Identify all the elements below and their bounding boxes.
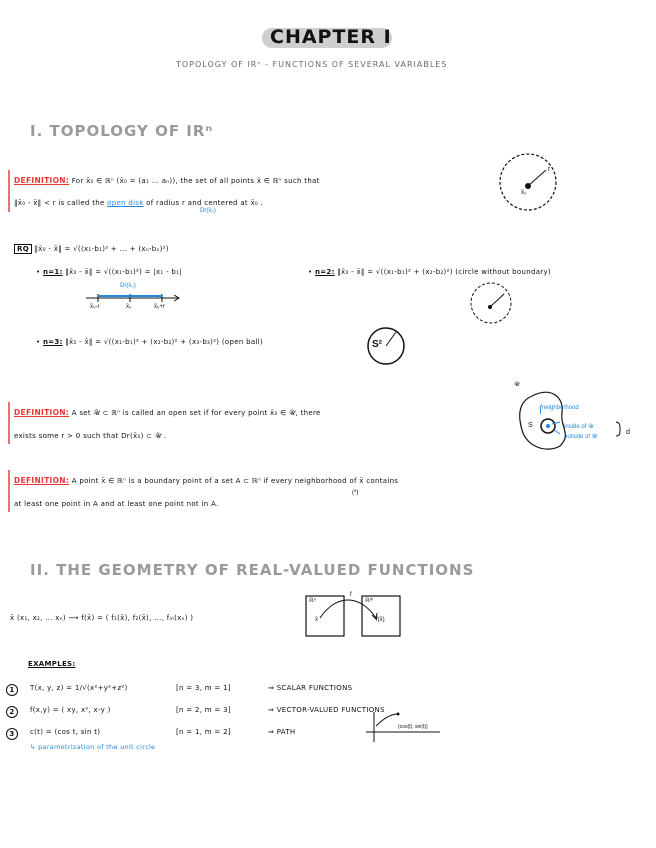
- domain-point: x̄: [315, 617, 318, 623]
- example-result: ⇒ PATH: [268, 728, 296, 736]
- center-label: x̄₀: [521, 190, 527, 196]
- ball-figure: [364, 324, 408, 368]
- definition-open-set-line2: exists some r > 0 such that Dr(x̄₀) ⊂ 𝒰 .: [14, 432, 167, 440]
- tick-label-left: x̄₀-r: [90, 304, 100, 310]
- circle-figure: [468, 280, 514, 326]
- n3-note: (open ball): [221, 338, 263, 346]
- example-number: 3: [6, 728, 18, 740]
- definition-open-disk: [14, 176, 454, 185]
- definition-open-disk-line2: [14, 199, 454, 207]
- definition-label: DEFINITION:: [14, 408, 70, 417]
- definition-label: DEFINITION:: [14, 476, 70, 485]
- n3-label: n=3:: [42, 338, 63, 346]
- n2-label: n=2:: [314, 268, 335, 276]
- open-set-figure: [512, 384, 622, 454]
- definition-open-set: [14, 408, 494, 418]
- codomain-label: ℝᵐ: [365, 598, 374, 604]
- mapping-formula: x̄ (x₁, x₂, ... xₙ) ⟶ f(x̄) = ( f₁(x̄), f₂(x̄), ..., fₘ(xₙ) ): [10, 614, 194, 622]
- tick-label-center: x̄₀: [126, 304, 132, 310]
- n2-formula: ‖x̄₀ - x̄‖ = √((x₁-b₁)² + (x₂-b₂)²): [337, 268, 453, 276]
- definition-boundary-point: [14, 476, 644, 485]
- n1-label: n=1:: [42, 268, 63, 276]
- path-point-label: (cos(t), sin(t)): [398, 724, 428, 730]
- example-formula: T(x, y, z) = 1/√(x²+y²+z²): [30, 684, 128, 692]
- parametrization-note: ↳ parametrization of the unit circle: [30, 743, 156, 751]
- radius-label: r: [548, 166, 551, 173]
- n3-formula: ‖x̄₀ - x̄‖ = √((x₁-b₁)² + (x₂-b₂)² + (x₃-b₃)²): [65, 338, 220, 346]
- codomain-point: f(x̄): [376, 617, 385, 623]
- section-heading-geometry: II. THE GEOMETRY OF REAL-VALUED FUNCTIONS: [30, 561, 475, 579]
- interval-label: Dr(x̄₀): [120, 283, 136, 289]
- function-arrow-label: f: [350, 592, 352, 598]
- definition-bar: [8, 170, 10, 212]
- s-label: S: [528, 422, 533, 429]
- example-number: 2: [6, 706, 18, 718]
- definition-bar: [8, 402, 10, 444]
- inside-label: inside of 𝒰: [564, 424, 594, 430]
- neighborhood-label: neighborhood: [542, 405, 579, 411]
- definition-text-line1: A point x̄ ∈ ℝⁿ is a boundary point of a set A ⊂ ℝⁿ if every neighborhood of x̄ contains: [71, 477, 399, 485]
- definition-bar: [8, 470, 10, 512]
- example-row: [6, 706, 646, 718]
- dr-label: Dr(x̄₀): [200, 208, 216, 214]
- definition-text-line2-pre: ‖x̄₀ - x̄‖ < r is called the: [14, 199, 105, 207]
- example-dims: [n = 2, m = 3]: [176, 706, 231, 714]
- section-heading-topology: I. TOPOLOGY OF IRⁿ: [30, 122, 214, 140]
- domain-label: ℝⁿ: [309, 598, 316, 604]
- examples-label: EXAMPLES:: [28, 660, 76, 668]
- tick-label-right: x̄₀+r: [154, 304, 165, 310]
- open-disk-term: open disk: [107, 199, 144, 207]
- rq-tag: RQ: [14, 244, 32, 254]
- definition-label: DEFINITION:: [14, 176, 70, 185]
- example-formula: c(t) = (cos t, sin t): [30, 728, 101, 736]
- example-result: ⇒ VECTOR-VALUED FUNCTIONS: [268, 706, 385, 714]
- example-dims: [n = 1, m = 2]: [176, 728, 231, 736]
- open-disk-figure: [492, 152, 562, 212]
- example-number: 1: [6, 684, 18, 696]
- ball-label: S²: [372, 339, 382, 350]
- remark-row: [14, 245, 169, 253]
- case-n3: • n=3: ‖x̄₀ - x̄‖ = √((x₁-b₁)² + (x₂-b₂)² + (x₃-b₃)²) (open ball): [36, 338, 263, 346]
- rq-formula: ‖x̄₀ - x̄‖ = √((x₁-b₁)² + ... + (xₙ-bₙ)²): [34, 245, 169, 253]
- outside-label: outside of 𝒰: [564, 434, 598, 440]
- definition-text-line1: A set 𝒰 ⊂ ℝⁿ is called an open set if for every point x̄₀ ∈ 𝒰, there: [71, 409, 321, 417]
- case-n1: • n=1: ‖x̄₀ - x̄‖ = √((x₁-b₁)²) = |x₁ - b₁|: [36, 268, 182, 276]
- example-dims: [n = 3, m = 1]: [176, 684, 231, 692]
- page-title: CHAPTER I: [270, 26, 392, 48]
- asterisk-mark: (*): [352, 490, 359, 496]
- definition-text-line2-post: of radius r and centered at x̄₀ .: [146, 199, 264, 207]
- page-subtitle: TOPOLOGY OF IRⁿ - FUNCTIONS OF SEVERAL VARIABLES: [176, 60, 448, 69]
- example-result: ⇒ SCALAR FUNCTIONS: [268, 684, 353, 692]
- definition-text-line1: For x̄₀ ∈ ℝⁿ (x̄₀ = (a₁ ... aₙ)), the set of all points x̄ ∈ ℝⁿ such that: [71, 177, 320, 185]
- example-formula: f(x,y) = ( xy, x², x-y ): [30, 706, 111, 714]
- open-set-u-label: 𝒰: [514, 382, 520, 388]
- n1-formula: ‖x̄₀ - x̄‖ = √((x₁-b₁)²) = |x₁ - b₁|: [65, 268, 182, 276]
- definition-boundary-line2: at least one point in A and at least one point not in A.: [14, 500, 219, 508]
- example-row: [6, 684, 646, 696]
- case-n2: • n=2: ‖x̄₀ - x̄‖ = √((x₁-b₁)² + (x₂-b₂)²) (circle without boundary): [308, 268, 551, 276]
- example-row: [6, 728, 646, 740]
- n2-note: (circle without boundary): [455, 268, 551, 276]
- brace-label: d: [626, 429, 630, 436]
